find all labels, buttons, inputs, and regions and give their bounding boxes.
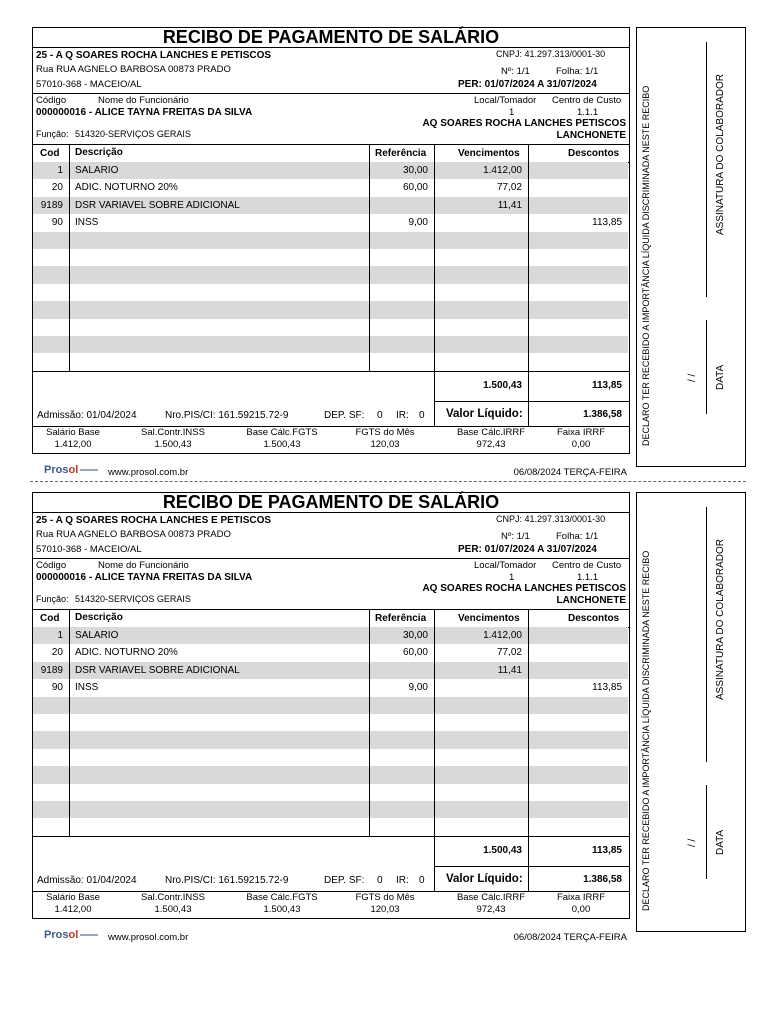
cell-venc: 77,02 bbox=[496, 182, 522, 194]
footer-date: 06/08/2024 TERÇA-FEIRA bbox=[513, 467, 627, 478]
base-label: Base Cálc.IRRF bbox=[456, 892, 526, 903]
table-row bbox=[33, 784, 628, 801]
table-row bbox=[33, 731, 628, 748]
cell-venc: 1.412,00 bbox=[483, 165, 522, 176]
employee-code-name: 000000016 - ALICE TAYNA FREITAS DA SILVA bbox=[36, 572, 253, 583]
base-label: Base Cálc.IRRF bbox=[456, 427, 526, 438]
payslip-title: RECIBO DE PAGAMENTO DE SALÁRIO bbox=[162, 492, 500, 512]
cell-venc: 1.412,00 bbox=[483, 630, 522, 641]
cell-cod: 1 bbox=[57, 165, 63, 176]
cell-desc: DSR VARIAVEL SOBRE ADICIONAL bbox=[75, 199, 240, 211]
ir-label: IR: bbox=[396, 875, 409, 886]
cell-desc: ADIC. NOTURNO 20% bbox=[75, 647, 178, 659]
base-label: FGTS do Mês bbox=[355, 427, 415, 438]
cell-cod: 90 bbox=[51, 682, 63, 694]
cell-ref: 30,00 bbox=[402, 165, 428, 176]
base-value: 1.500,43 bbox=[154, 439, 192, 450]
cost-center-header: Centro de Custo bbox=[552, 560, 622, 571]
receipt-number: Nº: 1/1 bbox=[501, 66, 530, 77]
ir-value: 0 bbox=[419, 410, 425, 421]
net-value-label: Valor Líquido: bbox=[446, 873, 523, 885]
table-row bbox=[33, 644, 628, 661]
cell-ref: 9,00 bbox=[408, 682, 428, 694]
cell-ref: 9,00 bbox=[408, 217, 428, 229]
cell-ref: 30,00 bbox=[402, 630, 428, 641]
company-name: 25 - A Q SOARES ROCHA LANCHES E PETISCOS bbox=[36, 515, 272, 526]
cell-venc: 77,02 bbox=[496, 647, 522, 659]
table-row bbox=[33, 232, 628, 249]
company-city: 57010-368 - MACEIO/AL bbox=[36, 79, 142, 90]
table-row bbox=[33, 214, 628, 231]
cell-cod: 90 bbox=[51, 217, 63, 229]
table-row bbox=[33, 197, 628, 214]
function-label: Função: bbox=[36, 594, 69, 604]
sheet-number: Folha: 1/1 bbox=[556, 531, 599, 542]
base-value: 1.500,43 bbox=[154, 904, 192, 915]
cell-desc: SALARIO bbox=[75, 165, 119, 176]
base-label: Base Cálc.FGTS bbox=[246, 892, 318, 903]
base-value: 1.412,00 bbox=[54, 904, 92, 915]
date-slashes: / / bbox=[687, 373, 698, 382]
table-row bbox=[33, 266, 628, 283]
col-header-ref: Referência bbox=[375, 613, 427, 624]
date-slashes: / / bbox=[687, 838, 698, 847]
declaration-text: DECLARO TER RECEBIDO A IMPORTÂNCIA LÍQUIDA DISCRIMINADA NESTE RECIBO bbox=[641, 85, 651, 446]
base-value: 1.500,43 bbox=[263, 439, 301, 450]
total-deductions: 113,85 bbox=[591, 845, 622, 856]
base-value: 972,43 bbox=[476, 439, 506, 450]
table-row bbox=[33, 749, 628, 766]
company-city: 57010-368 - MACEIO/AL bbox=[36, 544, 142, 555]
base-value: 120,03 bbox=[370, 439, 400, 450]
employee-name-header: Nome do Funcionário bbox=[98, 95, 189, 106]
date-label: DATA bbox=[715, 829, 726, 855]
function-label: Função: bbox=[36, 129, 69, 139]
cost-center-name: LANCHONETE bbox=[556, 595, 626, 606]
base-label: Base Cálc.FGTS bbox=[246, 427, 318, 438]
employee-code-name: 000000016 - ALICE TAYNA FREITAS DA SILVA bbox=[36, 107, 253, 118]
table-row bbox=[33, 697, 628, 714]
col-header-desco: Descontos bbox=[568, 613, 620, 624]
cell-desc: INSS bbox=[75, 217, 99, 229]
cell-desc: DSR VARIAVEL SOBRE ADICIONAL bbox=[75, 664, 240, 676]
cell-ref: 60,00 bbox=[402, 647, 428, 659]
function-value: 514320-SERVIÇOS GERAIS bbox=[75, 594, 191, 604]
signature-label: ASSINATURA DO COLABORADOR bbox=[715, 74, 726, 235]
table-row bbox=[33, 249, 628, 266]
employee-code-header: Código bbox=[36, 95, 67, 106]
cell-cod: 20 bbox=[51, 182, 63, 194]
table-row bbox=[33, 284, 628, 301]
total-deductions: 113,85 bbox=[591, 380, 622, 391]
footer-site: www.prosol.com.br bbox=[108, 932, 189, 943]
date-label: DATA bbox=[715, 364, 726, 390]
table-row bbox=[33, 353, 628, 370]
cost-center-value: 1.1.1 bbox=[577, 107, 599, 118]
table-row bbox=[33, 818, 628, 835]
ir-label: IR: bbox=[396, 410, 409, 421]
dep-sf-value: 0 bbox=[377, 875, 383, 886]
receipt-number: Nº: 1/1 bbox=[501, 531, 530, 542]
cell-cod: 9189 bbox=[40, 199, 63, 211]
cell-desco: 113,85 bbox=[592, 217, 622, 229]
col-header-venc: Vencimentos bbox=[458, 148, 520, 159]
local-name: AQ SOARES ROCHA LANCHES PETISCOS bbox=[422, 583, 626, 594]
table-row bbox=[33, 662, 628, 679]
company-address: Rua RUA AGNELO BARBOSA 00873 PRADO bbox=[36, 64, 231, 75]
table-row bbox=[33, 162, 628, 179]
base-label: Salário Base bbox=[46, 427, 100, 438]
cell-desc: ADIC. NOTURNO 20% bbox=[75, 182, 178, 194]
signature-panel bbox=[636, 492, 746, 932]
signature-label: ASSINATURA DO COLABORADOR bbox=[715, 539, 726, 700]
pay-period: PER: 01/07/2024 A 31/07/2024 bbox=[458, 79, 597, 90]
base-label: Sal.Contr.INSS bbox=[141, 892, 205, 903]
local-header: Local/Tomador bbox=[474, 95, 537, 106]
col-header-cod: Cod bbox=[40, 148, 60, 159]
cell-ref: 60,00 bbox=[402, 182, 428, 194]
company-address: Rua RUA AGNELO BARBOSA 00873 PRADO bbox=[36, 529, 231, 540]
payslip-copy bbox=[0, 0, 768, 478]
base-label: Faixa IRRF bbox=[556, 892, 606, 903]
function-value: 514320-SERVIÇOS GERAIS bbox=[75, 129, 191, 139]
table-row bbox=[33, 801, 628, 818]
net-value-label: Valor Líquido: bbox=[446, 408, 523, 420]
pis-number: Nro.PIS/CI: 161.59215.72-9 bbox=[165, 410, 289, 421]
base-label: Faixa IRRF bbox=[556, 427, 606, 438]
cell-desco: 113,85 bbox=[592, 682, 622, 694]
cost-center-name: LANCHONETE bbox=[556, 130, 626, 141]
base-value: 1.500,43 bbox=[263, 904, 301, 915]
table-row bbox=[33, 627, 628, 644]
net-value: 1.386,58 bbox=[583, 409, 622, 420]
col-header-cod: Cod bbox=[40, 613, 60, 624]
col-header-desc: Descrição bbox=[75, 612, 123, 623]
cell-venc: 11,41 bbox=[497, 664, 522, 676]
table-row bbox=[33, 336, 628, 353]
pay-period: PER: 01/07/2024 A 31/07/2024 bbox=[458, 544, 597, 555]
signature-panel bbox=[636, 27, 746, 467]
col-header-desco: Descontos bbox=[568, 148, 620, 159]
admission-date: Admissão: 01/04/2024 bbox=[37, 410, 137, 421]
local-name: AQ SOARES ROCHA LANCHES PETISCOS bbox=[422, 118, 626, 129]
cell-desc: SALARIO bbox=[75, 630, 119, 641]
table-row bbox=[33, 766, 628, 783]
local-header: Local/Tomador bbox=[474, 560, 537, 571]
pis-number: Nro.PIS/CI: 161.59215.72-9 bbox=[165, 875, 289, 886]
base-label: Sal.Contr.INSS bbox=[141, 427, 205, 438]
employee-code-header: Código bbox=[36, 560, 67, 571]
cell-cod: 20 bbox=[51, 647, 63, 659]
cell-venc: 11,41 bbox=[497, 199, 522, 211]
footer-date: 06/08/2024 TERÇA-FEIRA bbox=[513, 932, 627, 943]
payslip-copy bbox=[0, 465, 768, 943]
base-value: 972,43 bbox=[476, 904, 506, 915]
company-cnpj: CNPJ: 41.297.313/0001-30 bbox=[496, 49, 606, 59]
cost-center-header: Centro de Custo bbox=[552, 95, 622, 106]
company-cnpj: CNPJ: 41.297.313/0001-30 bbox=[496, 514, 606, 524]
sheet-number: Folha: 1/1 bbox=[556, 66, 599, 77]
prosol-logo: Prosol bbox=[44, 464, 98, 476]
base-value: 0,00 bbox=[571, 439, 591, 450]
prosol-logo: Prosol bbox=[44, 929, 98, 941]
table-row bbox=[33, 679, 628, 696]
base-label: FGTS do Mês bbox=[355, 892, 415, 903]
total-earnings: 1.500,43 bbox=[483, 380, 522, 391]
ir-value: 0 bbox=[419, 875, 425, 886]
table-row bbox=[33, 179, 628, 196]
admission-date: Admissão: 01/04/2024 bbox=[37, 875, 137, 886]
col-header-ref: Referência bbox=[375, 148, 427, 159]
table-row bbox=[33, 714, 628, 731]
payslip-title: RECIBO DE PAGAMENTO DE SALÁRIO bbox=[162, 27, 500, 47]
cell-cod: 9189 bbox=[40, 664, 63, 676]
dep-sf-label: DEP. SF: bbox=[324, 410, 365, 421]
col-header-venc: Vencimentos bbox=[458, 613, 520, 624]
base-label: Salário Base bbox=[46, 892, 100, 903]
footer-site: www.prosol.com.br bbox=[108, 467, 189, 478]
base-value: 1.412,00 bbox=[54, 439, 92, 450]
cell-cod: 1 bbox=[57, 630, 63, 641]
dep-sf-label: DEP. SF: bbox=[324, 875, 365, 886]
company-name: 25 - A Q SOARES ROCHA LANCHES E PETISCOS bbox=[36, 50, 272, 61]
base-value: 0,00 bbox=[571, 904, 591, 915]
cut-line bbox=[30, 481, 746, 482]
net-value: 1.386,58 bbox=[583, 874, 622, 885]
total-earnings: 1.500,43 bbox=[483, 845, 522, 856]
table-row bbox=[33, 319, 628, 336]
cell-desc: INSS bbox=[75, 682, 99, 694]
base-value: 120,03 bbox=[370, 904, 400, 915]
declaration-text: DECLARO TER RECEBIDO A IMPORTÂNCIA LÍQUIDA DISCRIMINADA NESTE RECIBO bbox=[641, 550, 651, 911]
dep-sf-value: 0 bbox=[377, 410, 383, 421]
col-header-desc: Descrição bbox=[75, 147, 123, 158]
employee-name-header: Nome do Funcionário bbox=[98, 560, 189, 571]
table-row bbox=[33, 301, 628, 318]
local-value: 1 bbox=[509, 572, 515, 583]
local-value: 1 bbox=[509, 107, 515, 118]
cost-center-value: 1.1.1 bbox=[577, 572, 599, 583]
